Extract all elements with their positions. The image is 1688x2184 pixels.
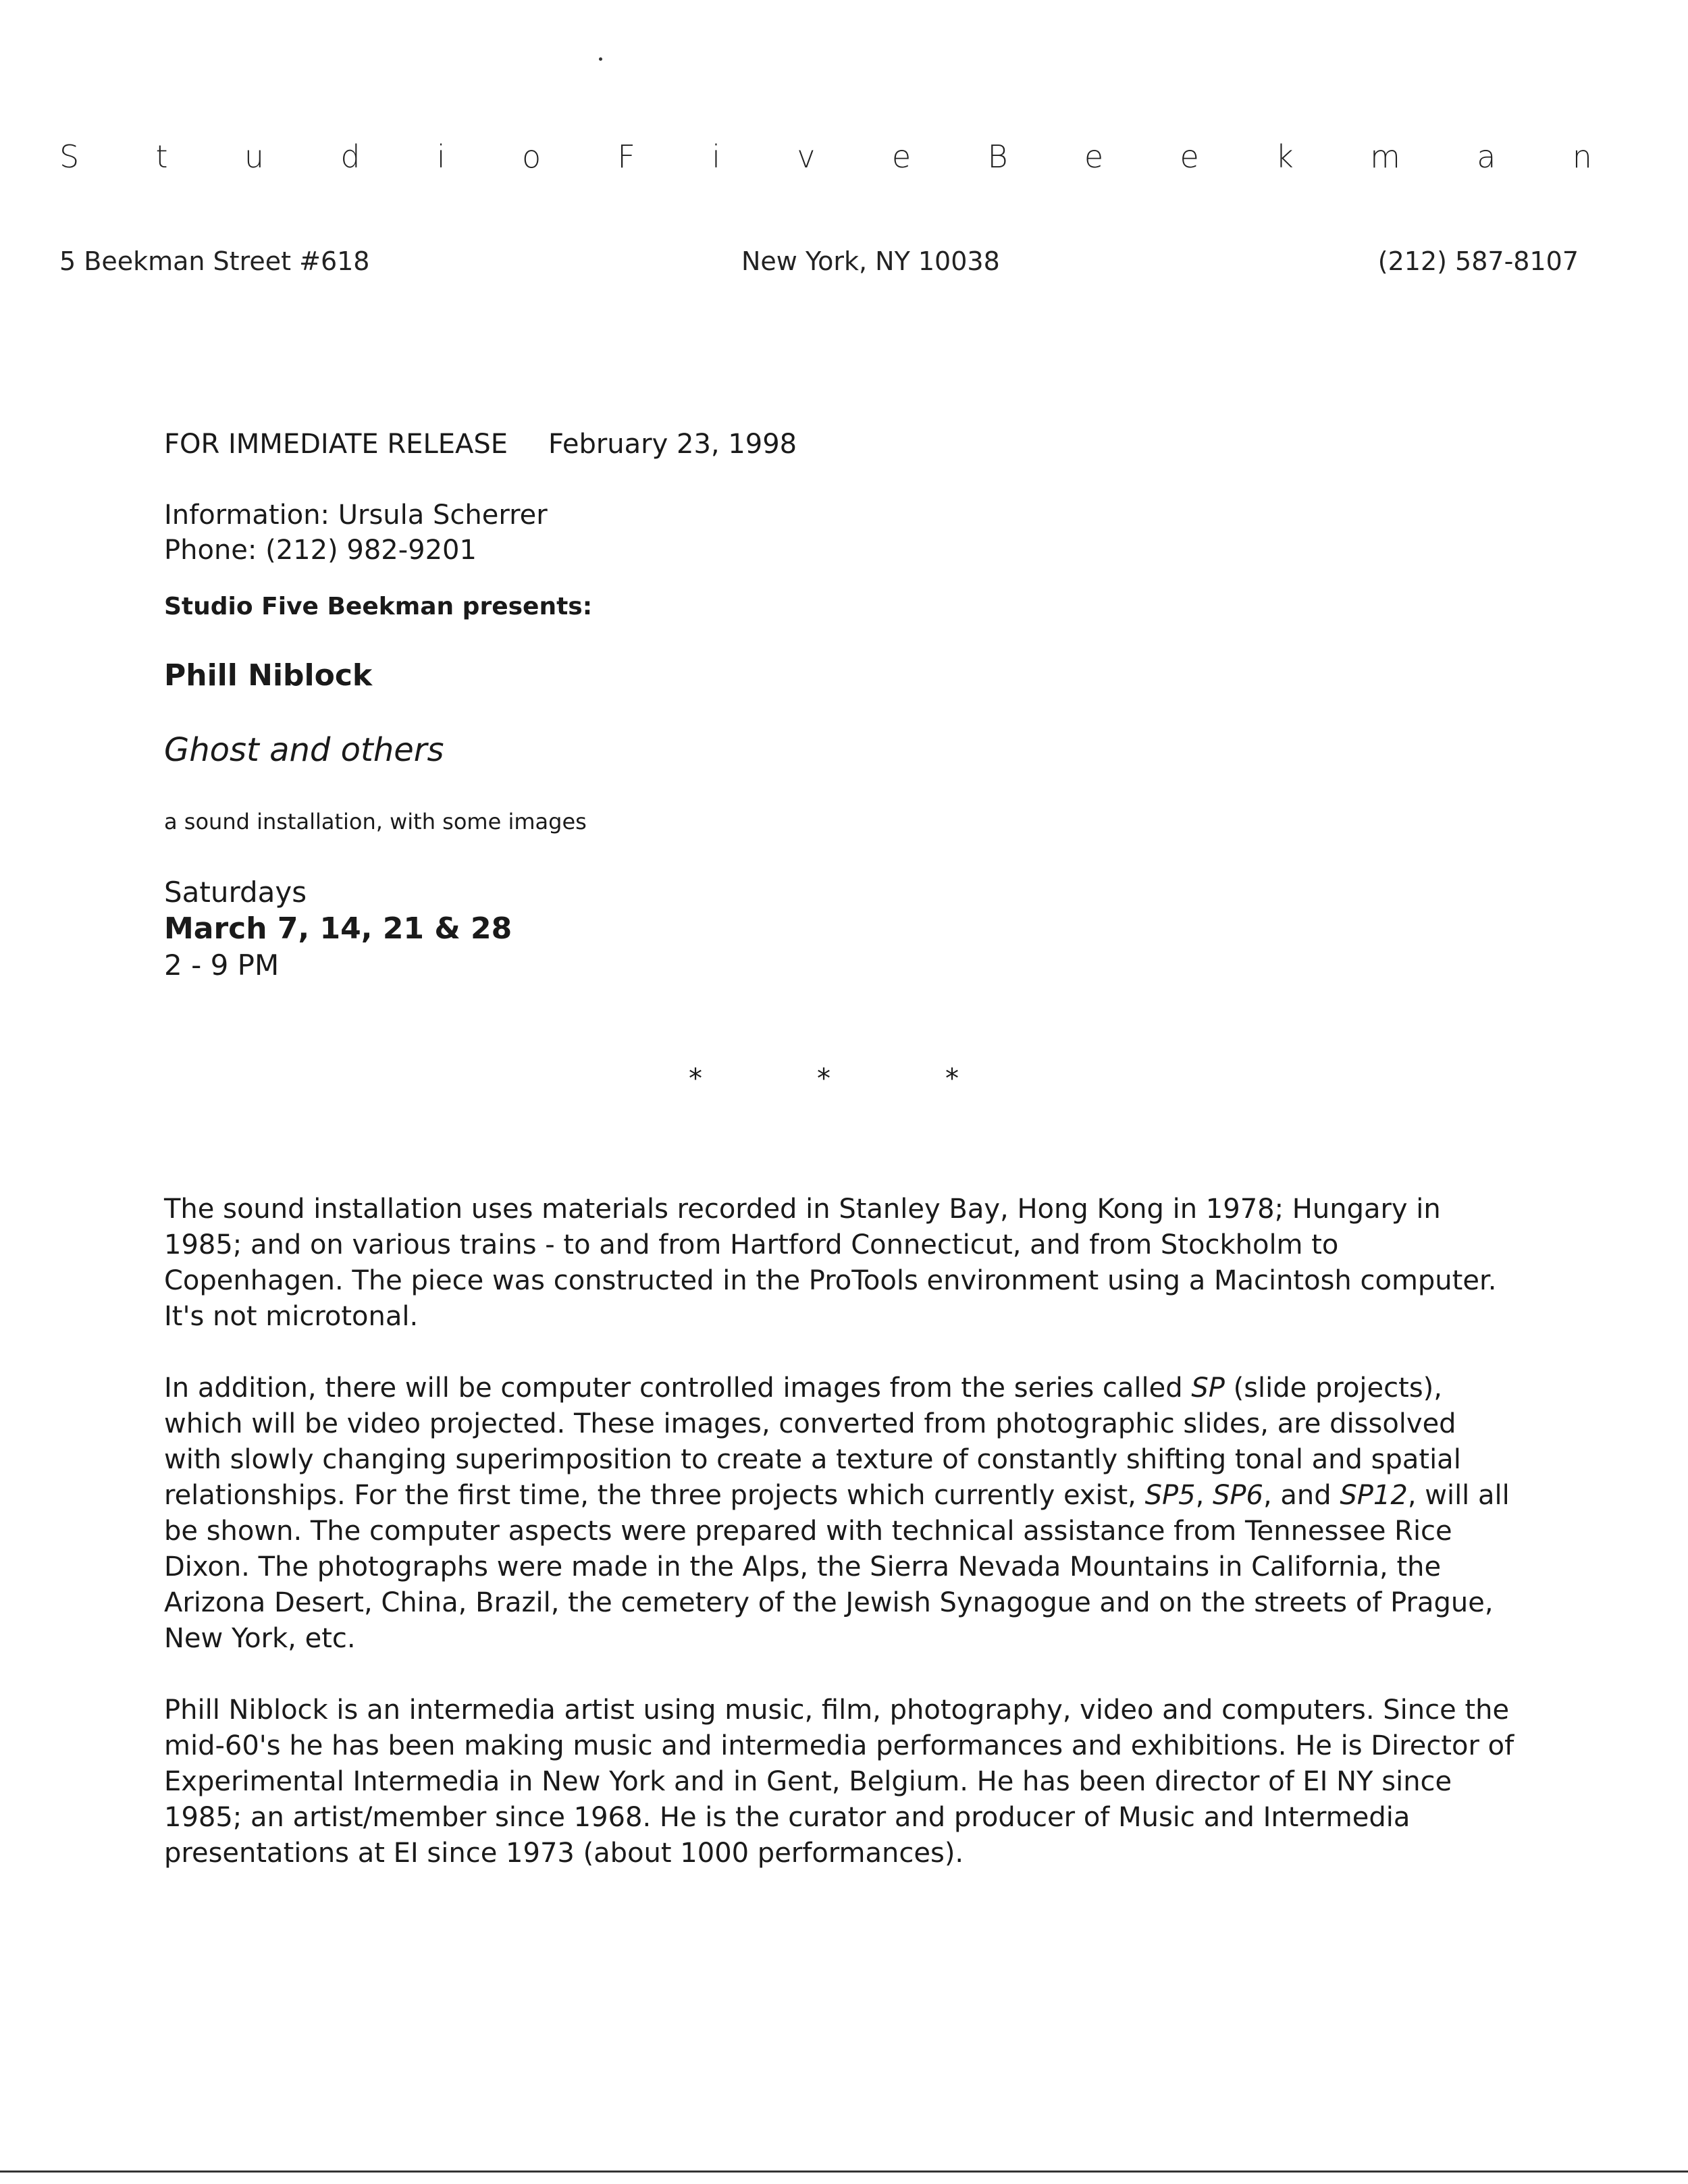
letterhead-title: [59, 138, 1592, 175]
release-label: FOR IMMEDIATE RELEASE: [164, 429, 508, 460]
letterhead-letter: S: [59, 138, 80, 175]
paragraph-text: (slide projects), which will be video projected. These images, converted from photographic slides, are dissolved with slowly changing superimposition to create a texture of constantly shifting tonal and spatial relationships. For the first time, the three projects which currently exist,: [164, 1373, 1461, 1511]
letterhead-letter: v: [797, 138, 816, 175]
letterhead-letter: d: [340, 138, 361, 175]
contact-block: [164, 498, 548, 568]
artist-name: Phill Niblock: [164, 658, 373, 693]
series-name: SP: [1191, 1373, 1225, 1404]
city-state-zip: New York, NY 10038: [741, 246, 1000, 276]
letterhead-letter: a: [1477, 138, 1496, 175]
separator-star: *: [945, 1063, 959, 1094]
separator-star: *: [689, 1063, 702, 1094]
paragraph-text: , and: [1263, 1480, 1340, 1511]
series-name: SP12: [1340, 1480, 1408, 1511]
schedule-block: [164, 874, 512, 984]
letterhead-letter: i: [712, 138, 720, 175]
paragraph-text: In addition, there will be computer controlled images from the series called: [164, 1373, 1192, 1404]
letterhead-letter: F: [617, 138, 635, 175]
letterhead-letter: n: [1572, 138, 1592, 175]
schedule-dates: March 7, 14, 21 & 28: [164, 911, 512, 946]
letterhead-letter: B: [987, 138, 1008, 175]
contact-information: Information: Ursula Scherrer: [164, 500, 548, 531]
series-name: SP5: [1144, 1480, 1196, 1511]
letterhead-letter: m: [1370, 138, 1400, 175]
letterhead-letter: e: [1180, 138, 1199, 175]
street-address: 5 Beekman Street #618: [59, 246, 370, 276]
paragraph-biography: Phill Niblock is an intermedia artist using music, film, photography, video and computers. Since the mid-60's he has been making music and intermedia performances and exhibitions. He is Director of Experimental Intermedia in New York and in Gent, Belgium. He has been director of EI NY since 1985; an artist/member since 1968. He is the curator and producer of Music and Intermedia presentations at EI since 1973 (about 1000 performances).: [164, 1695, 1514, 1869]
letterhead-letter: i: [436, 138, 446, 175]
studio-phone: (212) 587-8107: [1377, 246, 1579, 276]
paragraph-text: , will all be shown. The computer aspects were prepared with technical assistance from Tennessee Rice Dixon. The photographs were made in the Alps, the Sierra Nevada Mountains in California, the Arizona Desert, China, Brazil, the cemetery of the Jewish Synagogue and on the streets of Prague, New York, etc.: [164, 1480, 1510, 1654]
separator-star: *: [817, 1063, 830, 1094]
letterhead-letter: o: [521, 138, 542, 175]
paragraph-text: ,: [1195, 1480, 1213, 1511]
presents-heading: Studio Five Beekman presents:: [164, 593, 593, 620]
work-subtitle: a sound installation, with some images: [164, 809, 587, 834]
letterhead-letter: t: [155, 138, 168, 175]
paragraph-installation: The sound installation uses materials recorded in Stanley Bay, Hong Kong in 1978; Hungary in 1985; and on various trains - to and from Hartford Connecticut, and from Stockholm to Copenhagen. The piece was constructed in the ProTools environment using a Macintosh computer. It's not microtonal.: [164, 1194, 1497, 1332]
release-date: February 23, 1998: [548, 429, 797, 460]
section-separator: [689, 1063, 959, 1094]
letterhead-letter: k: [1275, 138, 1294, 175]
schedule-day: Saturdays: [164, 876, 307, 909]
series-name: SP6: [1213, 1480, 1263, 1511]
paragraph-images: [164, 1370, 1514, 1657]
paper-speck: [599, 57, 602, 61]
release-line: [164, 429, 797, 460]
bottom-rule: [0, 2170, 1688, 2173]
schedule-time: 2 - 9 PM: [164, 949, 280, 982]
work-title: Ghost and others: [164, 731, 444, 769]
letterhead-letter: e: [891, 138, 912, 175]
letterhead-letter: u: [244, 138, 265, 175]
letterhead-letter: e: [1084, 138, 1104, 175]
contact-phone: Phone: (212) 982-9201: [164, 535, 477, 566]
